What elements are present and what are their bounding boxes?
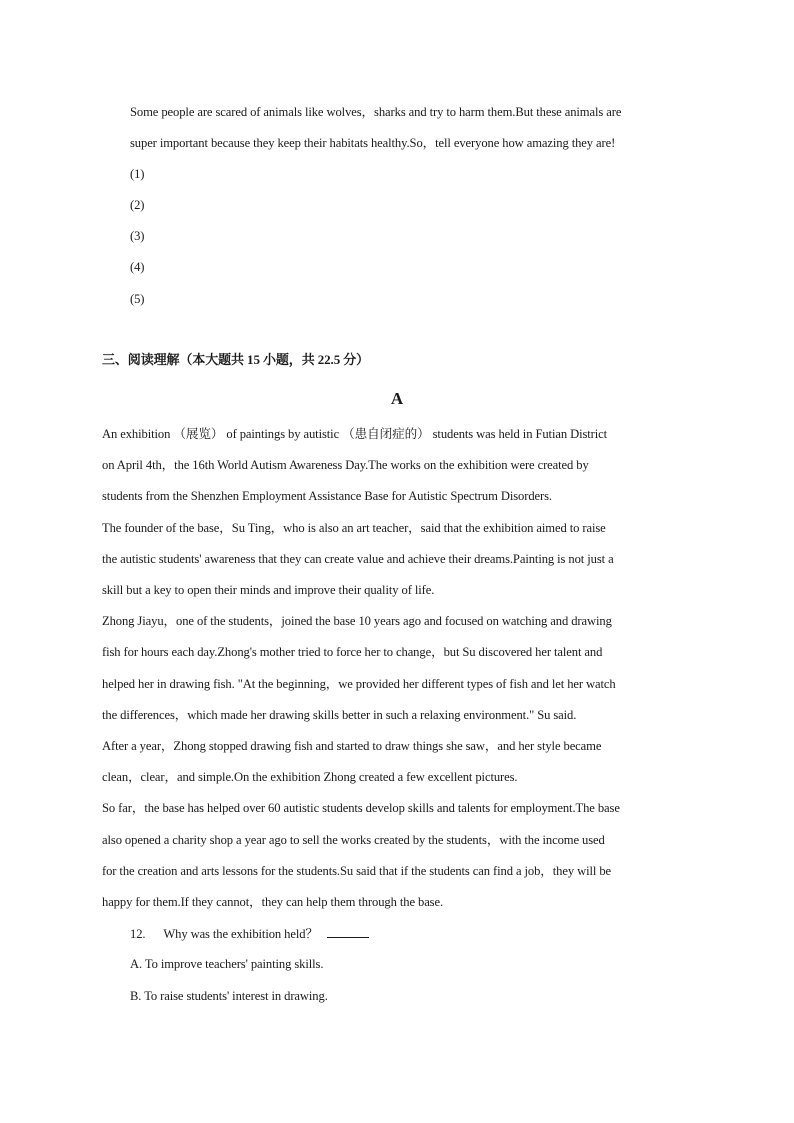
option-b-text: To raise students' interest in drawing. (144, 989, 328, 1003)
answer-number-5: (5) (130, 292, 145, 306)
passage-line-3: students from the Shenzhen Employment Assistance Base for Autistic Spectrum Disorders. (102, 489, 552, 503)
option-b-letter: B. (130, 989, 142, 1003)
option-a-text: To improve teachers' painting skills. (144, 957, 324, 971)
passage-line-6: skill but a key to open their minds and improve their quality of life. (102, 583, 435, 597)
answer-blank[interactable] (327, 925, 369, 938)
answer-number-4: (4) (130, 260, 145, 274)
intro-line-1: Some people are scared of animals like wolves，sharks and try to harm them.But these animals are (130, 105, 622, 119)
passage-title: A (390, 389, 404, 408)
passage-line-13: So far，the base has helped over 60 autistic students develop skills and talents for employment.The base (102, 801, 620, 815)
passage-line-7: Zhong Jiayu，one of the students，joined the base 10 years ago and focused on watching and drawing (102, 614, 612, 628)
option-a-letter: A. (130, 957, 143, 971)
intro-line-2: super important because they keep their habitats healthy.So，tell everyone how amazing they are! (130, 136, 616, 150)
option-a[interactable] (130, 956, 323, 972)
passage-line-15: for the creation and arts lessons for the students.Su said that if the students can find a job，they will be (102, 864, 612, 878)
passage-line-16: happy for them.If they cannot，they can help them through the base. (102, 895, 444, 909)
answer-number-1: (1) (130, 167, 145, 181)
passage-line-2: on April 4th，the 16th World Autism Awareness Day.The works on the exhibition were created by (102, 458, 589, 472)
answer-number-2: (2) (130, 198, 145, 212)
passage-line-10: the differences，which made her drawing skills better in such a relaxing environment." Su said. (102, 708, 577, 722)
option-b[interactable] (130, 988, 328, 1004)
question-12 (130, 925, 369, 942)
passage-line-12: clean，clear，and simple.On the exhibition Zhong created a few excellent pictures. (102, 770, 518, 784)
passage-line-1: An exhibition （展览） of paintings by autistic （患自闭症的） students was held in Futian District (102, 427, 608, 441)
section-heading: 三、阅读理解（本大题共 15 小题，共 22.5 分） (102, 352, 370, 367)
passage-line-14: also opened a charity shop a year ago to sell the works created by the students，with the income used (102, 833, 605, 847)
passage-line-5: the autistic students' awareness that they can create value and achieve their dreams.Painting is not just a (102, 552, 614, 566)
question-text: Why was the exhibition held？ (163, 927, 318, 941)
passage-line-11: After a year，Zhong stopped drawing fish and started to draw things she saw，and her style became (102, 739, 602, 753)
passage-line-8: fish for hours each day.Zhong's mother tried to force her to change，but Su discovered her talent and (102, 645, 603, 659)
question-number: 12. (130, 927, 146, 941)
passage-line-9: helped her in drawing fish. "At the beginning，we provided her different types of fish and let her watch (102, 677, 616, 691)
answer-number-3: (3) (130, 229, 145, 243)
passage-line-4: The founder of the base，Su Ting，who is also an art teacher，said that the exhibition aimed to raise (102, 521, 606, 535)
